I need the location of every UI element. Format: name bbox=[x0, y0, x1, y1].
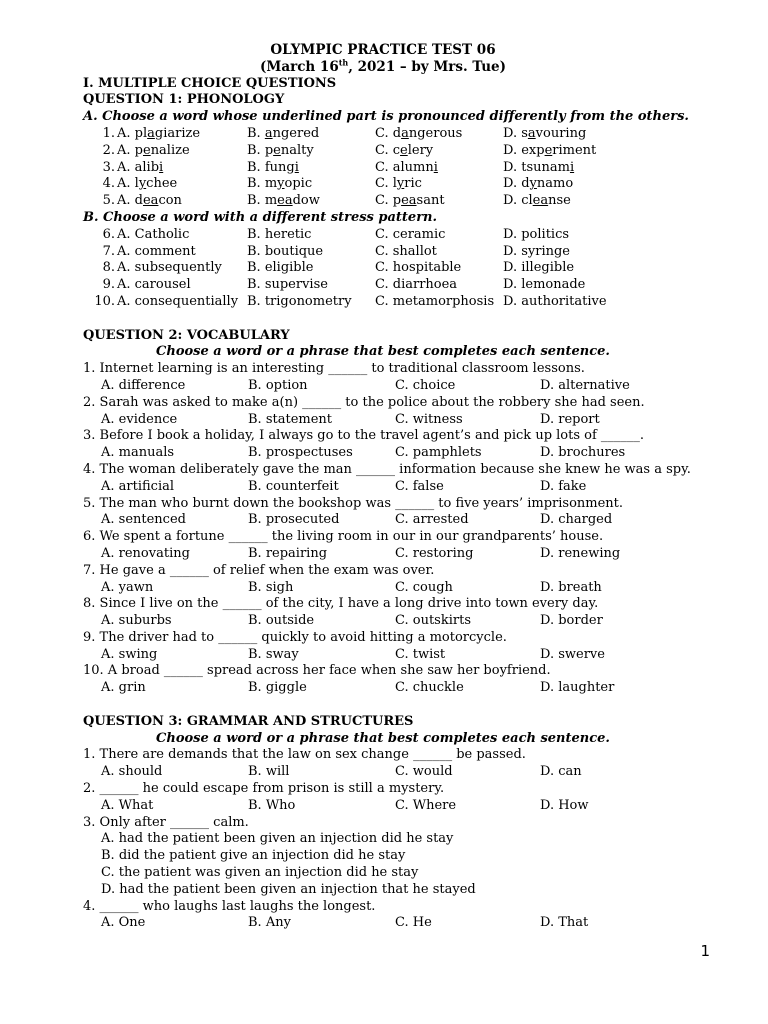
section-heading: I. MULTIPLE CHOICE QUESTIONS bbox=[83, 75, 337, 91]
vocabulary-options bbox=[83, 412, 683, 429]
vocabulary-options bbox=[83, 512, 683, 529]
option-word: A. penalize bbox=[117, 142, 190, 158]
option: D. brochures bbox=[540, 445, 626, 461]
option: D. That bbox=[540, 915, 589, 931]
option: D. alternative bbox=[540, 377, 630, 393]
option: C. twist bbox=[395, 646, 446, 662]
option-word: B. myopic bbox=[247, 176, 313, 192]
vocabulary-question: 6. We spent a fortune ______ the living room in our in our grandparents’ house. bbox=[83, 529, 604, 545]
option: B. boutique bbox=[247, 243, 324, 259]
option: B. Any bbox=[248, 915, 291, 931]
option: B. Who bbox=[248, 797, 296, 813]
option: C. cough bbox=[395, 579, 453, 595]
option: D. laughter bbox=[540, 680, 615, 696]
option bbox=[117, 126, 247, 143]
grammar-options bbox=[83, 798, 683, 815]
underlined-part: y bbox=[396, 176, 405, 192]
question-number: 5. bbox=[102, 193, 115, 209]
option-word: A. plagiarize bbox=[117, 125, 201, 141]
question-number: 10. bbox=[94, 293, 115, 309]
option bbox=[503, 193, 623, 210]
option: C. outskirts bbox=[395, 613, 471, 629]
vocabulary-question: 3. Before I book a holiday, I always go to the travel agent’s and pick up lots of ______. bbox=[83, 428, 645, 444]
option: B. outside bbox=[248, 613, 315, 629]
option: B. prospectuses bbox=[248, 445, 353, 461]
vocabulary-question: 2. Sarah was asked to make a(n) ______ to the police about the robbery she had seen. bbox=[83, 394, 645, 410]
option: C. the patient was given an injection did he stay bbox=[101, 865, 419, 881]
question-row bbox=[83, 126, 683, 143]
option-word: B. penalty bbox=[247, 142, 314, 158]
option bbox=[247, 193, 375, 210]
option-word: C. alumni bbox=[375, 159, 438, 175]
question-row bbox=[83, 143, 683, 160]
option-word: C. lyric bbox=[375, 176, 422, 192]
option: B. eligible bbox=[247, 260, 314, 276]
question-row bbox=[83, 244, 683, 261]
option: C. chuckle bbox=[395, 680, 464, 696]
option: A. had the patient been given an injection did he stay bbox=[101, 831, 454, 847]
option bbox=[247, 176, 375, 193]
grammar-options bbox=[83, 915, 683, 932]
option bbox=[375, 176, 503, 193]
option: A. evidence bbox=[101, 411, 178, 427]
option-word: B. fungi bbox=[247, 159, 299, 175]
option: D. authoritative bbox=[503, 293, 607, 309]
underlined-part: y bbox=[277, 176, 285, 192]
document-page bbox=[83, 42, 691, 932]
vocabulary-options bbox=[83, 546, 683, 563]
option: D. How bbox=[540, 797, 589, 813]
vocabulary-options bbox=[83, 479, 683, 496]
option: D. had the patient been given an injection that he stayed bbox=[101, 881, 476, 897]
option: D. fake bbox=[540, 478, 587, 494]
question1-heading: QUESTION 1: PHONOLOGY bbox=[83, 92, 285, 108]
underlined-part: ea bbox=[532, 193, 549, 209]
test-title: OLYMPIC PRACTICE TEST 06 bbox=[270, 42, 496, 58]
underlined-part: e bbox=[142, 142, 151, 158]
option: B. did the patient give an injection did he stay bbox=[101, 848, 406, 864]
page-number: 1 bbox=[700, 942, 710, 960]
option: D. swerve bbox=[540, 646, 605, 662]
question3-heading: QUESTION 3: GRAMMAR AND STRUCTURES bbox=[83, 713, 414, 729]
vocabulary-question: 7. He gave a ______ of relief when the exam was over. bbox=[83, 562, 435, 578]
option: C. would bbox=[395, 764, 453, 780]
grammar-options bbox=[83, 764, 683, 781]
option: A. renovating bbox=[101, 545, 190, 561]
question-row bbox=[83, 193, 683, 210]
option bbox=[117, 160, 247, 177]
vocabulary-list bbox=[83, 361, 691, 697]
option: A. grin bbox=[101, 680, 146, 696]
vocabulary-question: 1. Internet learning is an interesting ______ to traditional classroom lessons. bbox=[83, 361, 585, 377]
part-b-instruction: B. Choose a word with a different stress pattern. bbox=[83, 209, 438, 225]
option: B. statement bbox=[248, 411, 332, 427]
option bbox=[503, 176, 623, 193]
option bbox=[375, 160, 503, 177]
question-row bbox=[83, 227, 683, 244]
question-row bbox=[83, 176, 683, 193]
option: A. yawn bbox=[101, 579, 154, 595]
question-number: 6. bbox=[102, 226, 115, 242]
option bbox=[247, 126, 375, 143]
option-word: C. celery bbox=[375, 142, 434, 158]
vocabulary-options bbox=[83, 445, 683, 462]
underlined-part: y bbox=[529, 176, 537, 192]
grammar-question: 3. Only after ______ calm. bbox=[83, 814, 249, 830]
option-word: D. dynamo bbox=[503, 176, 574, 192]
option: D. politics bbox=[503, 226, 570, 242]
question-row bbox=[83, 160, 683, 177]
grammar-question: 1. There are demands that the law on sex change ______ be passed. bbox=[83, 747, 526, 763]
underlined-part: i bbox=[433, 159, 438, 175]
option bbox=[375, 143, 503, 160]
option-word: C. dangerous bbox=[375, 125, 463, 141]
option-word: A. alibi bbox=[117, 159, 164, 175]
option: B. counterfeit bbox=[248, 478, 339, 494]
option bbox=[247, 143, 375, 160]
option: C. shallot bbox=[375, 243, 437, 259]
test-date: (March 16th, 2021 – by Mrs. Tue) bbox=[260, 57, 506, 75]
vocabulary-question: 10. A broad ______ spread across her face when she saw her boyfriend. bbox=[83, 663, 551, 679]
underlined-part: a bbox=[147, 125, 155, 141]
option bbox=[117, 143, 247, 160]
option: D. border bbox=[540, 613, 603, 629]
option: B. giggle bbox=[248, 680, 307, 696]
option: A. One bbox=[101, 915, 146, 931]
question-number: 3. bbox=[102, 159, 115, 175]
option: B. supervise bbox=[247, 277, 328, 293]
phonology-list bbox=[83, 126, 683, 210]
option: D. can bbox=[540, 764, 582, 780]
question2-heading: QUESTION 2: VOCABULARY bbox=[83, 327, 290, 343]
option bbox=[375, 126, 503, 143]
underlined-part: ea bbox=[277, 193, 293, 209]
option: B. trigonometry bbox=[247, 293, 352, 309]
option-word: D. cleanse bbox=[503, 193, 571, 209]
option: A. sentenced bbox=[101, 512, 186, 528]
option: D. renewing bbox=[540, 545, 621, 561]
option: C. arrested bbox=[395, 512, 469, 528]
option-word: B. meadow bbox=[247, 193, 320, 209]
option-word: D. tsunami bbox=[503, 159, 575, 175]
option: B. option bbox=[248, 377, 308, 393]
option: B. repairing bbox=[248, 545, 328, 561]
vocabulary-question: 8. Since I live on the ______ of the city, I have a long drive into town every day. bbox=[83, 596, 599, 612]
underlined-part: ea bbox=[142, 193, 159, 209]
question-number: 1. bbox=[102, 125, 115, 141]
option bbox=[503, 143, 623, 160]
option bbox=[503, 160, 623, 177]
option-word: C. peasant bbox=[375, 193, 445, 209]
question3-instruction: Choose a word or a phrase that best completes each sentence. bbox=[156, 730, 610, 746]
vocabulary-options bbox=[83, 378, 683, 395]
option: A. subsequently bbox=[117, 260, 222, 276]
vocabulary-options bbox=[83, 647, 683, 664]
option bbox=[117, 193, 247, 210]
option: B. heretic bbox=[247, 226, 312, 242]
underlined-part: i bbox=[569, 159, 575, 175]
part-a-instruction: A. Choose a word whose underlined part is pronounced differently from the others. bbox=[83, 109, 689, 125]
question-number: 8. bbox=[102, 260, 115, 276]
underlined-part: a bbox=[401, 125, 409, 141]
underlined-part: a bbox=[527, 125, 536, 141]
option: C. restoring bbox=[395, 545, 474, 561]
underlined-part: ea bbox=[401, 193, 417, 209]
question-number: 9. bbox=[102, 277, 115, 293]
option: A. Catholic bbox=[117, 226, 190, 242]
option bbox=[247, 160, 375, 177]
underlined-part: e bbox=[273, 142, 281, 158]
option-word: B. angered bbox=[247, 125, 320, 141]
option: C. He bbox=[395, 915, 432, 931]
underlined-part: a bbox=[264, 125, 273, 141]
option: D. lemonade bbox=[503, 277, 586, 293]
option: C. metamorphosis bbox=[375, 293, 495, 309]
question-row bbox=[83, 294, 683, 311]
underlined-part: i bbox=[294, 159, 299, 175]
option: A. artificial bbox=[101, 478, 175, 494]
vocabulary-options bbox=[83, 580, 683, 597]
option: D. illegible bbox=[503, 260, 575, 276]
option: C. Where bbox=[395, 797, 457, 813]
option: C. witness bbox=[395, 411, 463, 427]
vocabulary-question: 4. The woman deliberately gave the man ______ information because she knew he was a spy. bbox=[83, 461, 691, 477]
option: A. difference bbox=[101, 377, 186, 393]
stress-list bbox=[83, 227, 683, 311]
option: B. sigh bbox=[248, 579, 294, 595]
option: D. report bbox=[540, 411, 600, 427]
option-word: D. savouring bbox=[503, 125, 587, 141]
question-row bbox=[83, 277, 683, 294]
option: A. manuals bbox=[101, 445, 175, 461]
option: C. diarrhoea bbox=[375, 277, 458, 293]
vocabulary-question: 5. The man who burnt down the bookshop was ______ to five years’ imprisonment. bbox=[83, 495, 624, 511]
grammar-question: 4. ______ who laughs last laughs the longest. bbox=[83, 898, 376, 914]
option: D. charged bbox=[540, 512, 613, 528]
option bbox=[503, 126, 623, 143]
option: B. prosecuted bbox=[248, 512, 340, 528]
vocabulary-options bbox=[83, 613, 683, 630]
vocabulary-question: 9. The driver had to ______ quickly to avoid hitting a motorcycle. bbox=[83, 629, 507, 645]
option: C. false bbox=[395, 478, 444, 494]
option: B. will bbox=[248, 764, 290, 780]
option: A. consequentially bbox=[117, 293, 239, 309]
question-row bbox=[83, 260, 683, 277]
question-number: 4. bbox=[102, 176, 115, 192]
option bbox=[375, 193, 503, 210]
option: C. pamphlets bbox=[395, 445, 482, 461]
option: B. sway bbox=[248, 646, 299, 662]
option: A. should bbox=[101, 764, 163, 780]
question-number: 7. bbox=[102, 243, 115, 259]
underlined-part: e bbox=[400, 142, 408, 158]
option-word: A. deacon bbox=[117, 193, 182, 209]
underlined-part: y bbox=[138, 176, 147, 192]
option: C. choice bbox=[395, 377, 456, 393]
option: A. carousel bbox=[117, 277, 191, 293]
option: A. What bbox=[101, 797, 154, 813]
option bbox=[117, 176, 247, 193]
option-word: A. lychee bbox=[117, 176, 178, 192]
option: C. ceramic bbox=[375, 226, 446, 242]
option: D. syringe bbox=[503, 243, 570, 259]
option: C. hospitable bbox=[375, 260, 462, 276]
option: D. breath bbox=[540, 579, 602, 595]
option-word: D. experiment bbox=[503, 142, 597, 158]
grammar-question: 2. ______ he could escape from prison is still a mystery. bbox=[83, 781, 445, 797]
question-number: 2. bbox=[102, 142, 115, 158]
option: A. swing bbox=[101, 646, 158, 662]
vocabulary-options bbox=[83, 680, 683, 697]
underlined-part: i bbox=[159, 159, 164, 175]
option: A. suburbs bbox=[101, 613, 172, 629]
question2-instruction: Choose a word or a phrase that best completes each sentence. bbox=[156, 344, 610, 360]
option: A. comment bbox=[117, 243, 196, 259]
underlined-part: e bbox=[544, 142, 553, 158]
